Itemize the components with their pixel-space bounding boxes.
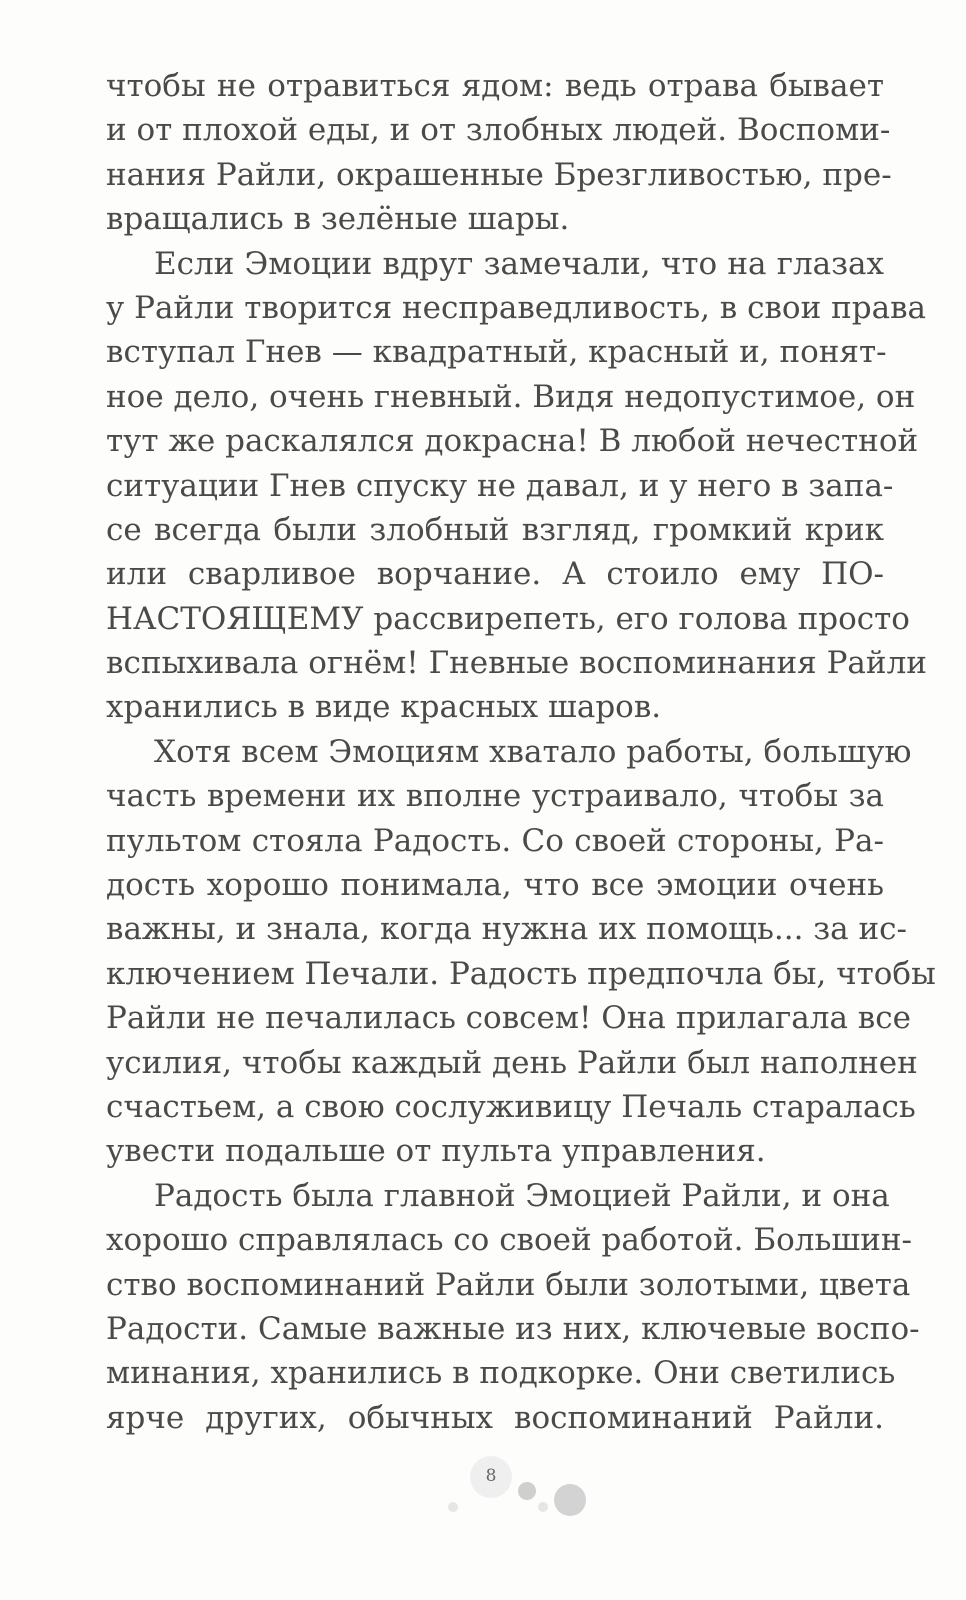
text-line: ное дело, очень гневный. Видя недопустимое, он xyxy=(106,378,916,415)
text-line: чтобы не отравиться ядом: ведь отрава бывает xyxy=(106,68,884,104)
text-line: Райли не печалилась совсем! Она прилагала все xyxy=(106,1000,911,1037)
text-line: нания Райли, окрашенные Брезгливостью, пре- xyxy=(106,156,892,193)
page-number: 8 xyxy=(485,1466,497,1486)
paragraph xyxy=(106,730,936,1174)
text-line: или сварливое ворчание. А стоило ему ПО- xyxy=(106,556,884,593)
text-line: хранились в виде красных шаров. xyxy=(106,689,662,726)
text-line: ство воспоминаний Райли были золотыми, цвета xyxy=(106,1266,911,1303)
text-line: увести подальше от пульта управления. xyxy=(106,1133,766,1170)
text-line: и от плохой еды, и от злобных людей. Воспоми- xyxy=(106,112,891,149)
text-line: минания, хранились в подкорке. Они светились xyxy=(106,1355,896,1392)
text-line: ситуации Гнев спуску не давал, и у него в запа- xyxy=(106,467,894,504)
folio-dot-decoration xyxy=(518,1482,536,1500)
text-line: счастьем, а свою сослуживицу Печаль старалась xyxy=(106,1088,916,1125)
text-line: ярче других, обычных воспоминаний Райли. xyxy=(106,1399,884,1436)
text-line: важны, и знала, когда нужна их помощь... за ис- xyxy=(106,911,908,948)
paragraph xyxy=(106,1174,920,1440)
text-line: усилия, чтобы каждый день Райли был наполнен xyxy=(106,1044,918,1081)
page-folio xyxy=(440,1458,600,1538)
text-line: дость хорошо понимала, что все эмоции очень xyxy=(106,867,884,904)
text-line: НАСТОЯЩЕМУ рассвирепеть, его голова просто xyxy=(106,600,910,637)
text-line: хорошо справлялась со своей работой. Большин- xyxy=(106,1222,912,1259)
text-line: Хотя всем Эмоциям хватало работы, большую xyxy=(154,733,912,770)
text-line: у Райли творится несправедливость, в свои права xyxy=(106,289,927,326)
text-line: ключением Печали. Радость предпочла бы, чтобы xyxy=(106,955,936,992)
folio-dot-decoration xyxy=(538,1502,548,1512)
text-line: Если Эмоции вдруг замечали, что на глазах xyxy=(154,245,884,282)
text-line: часть времени их вполне устраивало, чтобы за xyxy=(106,778,884,815)
text-line: вспыхивала огнём! Гневные воспоминания Райли xyxy=(106,645,927,682)
paragraph xyxy=(106,64,892,242)
folio-dot-decoration xyxy=(448,1502,458,1512)
text-line: Радость была главной Эмоцией Райли, и она xyxy=(154,1177,890,1214)
paragraph xyxy=(106,242,927,730)
folio-dot-decoration xyxy=(554,1484,586,1516)
text-line: вступал Гнев — квадратный, красный и, понят- xyxy=(106,334,887,371)
text-line: се всегда были злобный взгляд, громкий крик xyxy=(106,511,884,548)
text-line: Радости. Самые важные из них, ключевые воспо- xyxy=(106,1310,920,1347)
body-text xyxy=(106,64,936,1440)
text-line: пультом стояла Радость. Со своей стороны, Ра- xyxy=(106,822,884,859)
text-line: вращались в зелёные шары. xyxy=(106,201,570,238)
text-line: тут же раскалялся докрасна! В любой нечестной xyxy=(106,423,919,460)
